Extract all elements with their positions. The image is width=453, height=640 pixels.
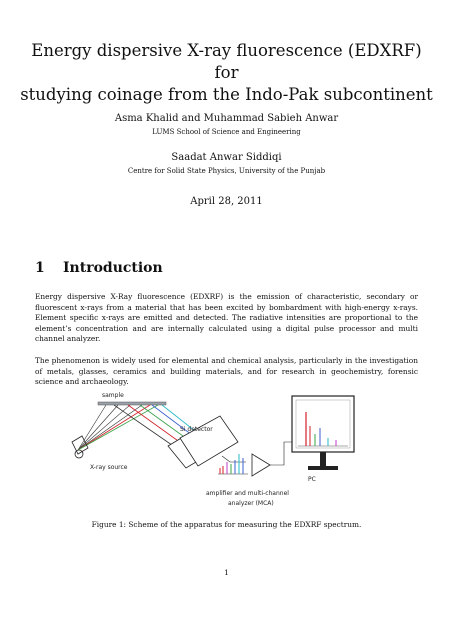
title-line-2: studying coinage from the Indo-Pak subcontinent — [20, 85, 433, 104]
page-number: 1 — [224, 568, 229, 577]
author-affiliation-1: LUMS School of Science and Engineering — [152, 128, 301, 136]
sample-plate — [98, 402, 166, 405]
author-affiliation-2: Centre for Solid State Physics, University of the Punjab — [127, 167, 326, 175]
paragraph-1: Energy dispersive X-Ray fluorescence (EDXRF) is the emission of characteristic, secondary or fluorescent x-rays from a material that has been excited by bombardment with high-energy x-rays. Element specific x-rays are emitted and detected. The radiative intensities are proportional to the element’s concentration and are internally calculated using a digital pulse processor and multi channel analyzer. — [35, 292, 418, 344]
figure-caption: Figure 1: Scheme of the apparatus for measuring the EDXRF spectrum. — [91, 520, 362, 529]
pc-monitor — [292, 396, 354, 470]
author-names-1: Asma Khalid and Muhammad Sabieh Anwar — [114, 113, 339, 124]
label-xray-source: X-ray source — [90, 464, 128, 471]
beam-red — [78, 405, 150, 450]
section-title: Introduction — [63, 260, 163, 276]
label-mca: analyzer (MCA) — [228, 500, 274, 507]
label-amplifier: amplifier and multi-channel — [206, 490, 289, 497]
section-heading — [35, 260, 163, 276]
author-names-2: Saadat Anwar Siddiqi — [171, 152, 282, 163]
paper-date: April 28, 2011 — [190, 196, 263, 207]
label-pc: PC — [308, 476, 316, 483]
apparatus-figure — [70, 394, 370, 516]
small-spectrum — [218, 454, 248, 474]
title-line-1: Energy dispersive X-ray fluorescence (EDXRF) for — [31, 41, 422, 82]
paragraph-2: The phenomenon is widely used for elemental and chemical analysis, particularly in the investigation of metals, glasses, ceramics and building materials, and for research in geochemistry, forensic science and archaeology. — [35, 356, 418, 387]
label-si-detector: Si detector — [180, 426, 213, 433]
section-number: 1 — [35, 260, 45, 276]
paper-title — [20, 40, 433, 106]
apparatus-diagram — [70, 394, 370, 516]
excitation-beams — [78, 405, 142, 450]
signal-cable — [222, 456, 246, 462]
label-sample: sample — [102, 392, 124, 399]
amplifier-icon — [252, 454, 270, 476]
